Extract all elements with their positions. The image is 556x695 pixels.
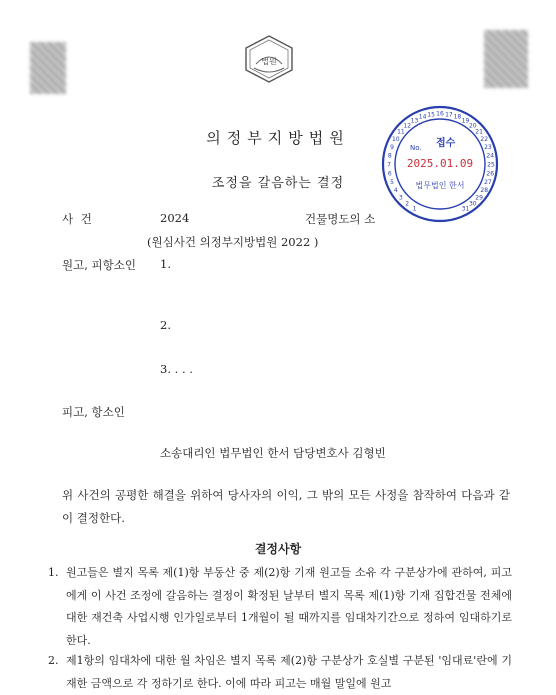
stamp-ring-number: 8 xyxy=(387,152,392,160)
stamp-ring-number: 16 xyxy=(436,110,444,118)
stamp-no-label: No. xyxy=(410,144,422,152)
stamp-ring-number: 27 xyxy=(484,178,492,186)
intro-paragraph: 위 사건의 공평한 해결을 위하여 당사자의 이익, 그 밖의 모든 사정을 참작하여 다음과 같이 결정한다. xyxy=(62,488,510,525)
stamp-ring-number: 12 xyxy=(403,122,412,130)
stamp-ring-number: 21 xyxy=(475,128,483,136)
document-title: 조정을 갈음하는 결정 xyxy=(211,176,345,191)
stamp-ring-number: 25 xyxy=(487,161,495,169)
stamp-ring-number: 18 xyxy=(453,113,462,121)
seal-text: 법원 xyxy=(261,57,277,66)
plaintiff-item: 1. xyxy=(160,257,171,271)
stamp-ring-number: 23 xyxy=(484,144,492,152)
case-label: 사 건 xyxy=(62,212,94,226)
court-name: 의정부지방법원 xyxy=(206,129,350,147)
redacted-barcode-right xyxy=(484,30,528,88)
stamp-date: 2025.01.09 xyxy=(406,157,474,170)
plaintiff-label: 원고, 피항소인 xyxy=(62,258,136,272)
stamp-ring-number: 28 xyxy=(480,187,489,194)
stamp-ring-number: 24 xyxy=(486,152,495,160)
stamp-ring-number: 4 xyxy=(393,187,398,194)
stamp-ring-number: 9 xyxy=(390,144,395,152)
plaintiff-item: 3. . . . xyxy=(160,362,193,376)
stamp-ring-number: 20 xyxy=(468,122,477,130)
stamp-ring-number: 11 xyxy=(397,128,405,136)
redacted-barcode-left xyxy=(30,42,66,94)
stamp-ring-number: 7 xyxy=(387,161,391,169)
stamp-ring-number: 22 xyxy=(480,136,489,143)
stamp-ring-number: 14 xyxy=(418,113,427,121)
case-number: 2024 xyxy=(160,211,190,225)
decision-item-text: 제1항의 임대차에 대한 월 차임은 별지 목록 제(2)항 구분상가 호실별 구분된 '임대료'란에 기재한 금액으로 각 정하기로 한다. 이에 따라 피고는 매월 말일에 원고 xyxy=(66,654,512,690)
stamp-ring-number: 17 xyxy=(445,111,453,119)
court-seal-icon xyxy=(242,34,296,84)
counsel-line: 소송대리인 법무법인 한서 담당변호사 김형빈 xyxy=(160,446,386,460)
decision-item-text: 원고들은 별지 목록 제(1)항 부동산 중 제(2)항 기재 원고들 소유 각 구분상가에 관하여, 피고에게 이 사건 조정에 갈음하는 결정이 확정된 날부터 별지 목록 제(1)항 기재 집합건물 전체에 대한 재건축 사업시행 인가일로부터 1개월이 될 때까지를 임대차기간으로 정하여 임대하기로 한다. xyxy=(66,566,512,647)
defendant-label: 피고, 항소인 xyxy=(62,405,125,419)
stamp-firm-name: 법무법인 한서 xyxy=(415,181,465,190)
stamp-received-label: 접수 xyxy=(436,138,456,149)
stamp-ring-number: 5 xyxy=(390,178,395,186)
decision-item-number: 2. xyxy=(48,654,59,667)
original-case: (원심사건 의정부지방법원 2022 ) xyxy=(147,235,319,249)
stamp-ring-number: 3 xyxy=(398,194,403,202)
case-name: 건물명도의 소 xyxy=(305,212,376,226)
reception-stamp xyxy=(380,104,500,224)
decision-heading: 결정사항 xyxy=(254,542,302,556)
stamp-ring-number: 31 xyxy=(461,205,470,213)
stamp-ring-number: 29 xyxy=(475,194,483,202)
stamp-ring-number: 30 xyxy=(468,200,477,208)
stamp-ring-number: 10 xyxy=(391,136,400,143)
stamp-ring-number: 2 xyxy=(405,200,410,208)
stamp-ring-number: 13 xyxy=(410,117,419,125)
stamp-ring-number: 15 xyxy=(427,111,435,119)
plaintiff-item: 2. xyxy=(160,318,171,332)
decision-item-number: 1. xyxy=(48,566,59,579)
stamp-ring-number: 1 xyxy=(412,205,417,213)
stamp-ring-number: 6 xyxy=(387,170,392,178)
stamp-ring-number: 26 xyxy=(486,170,495,178)
stamp-ring-number: 19 xyxy=(461,117,470,125)
